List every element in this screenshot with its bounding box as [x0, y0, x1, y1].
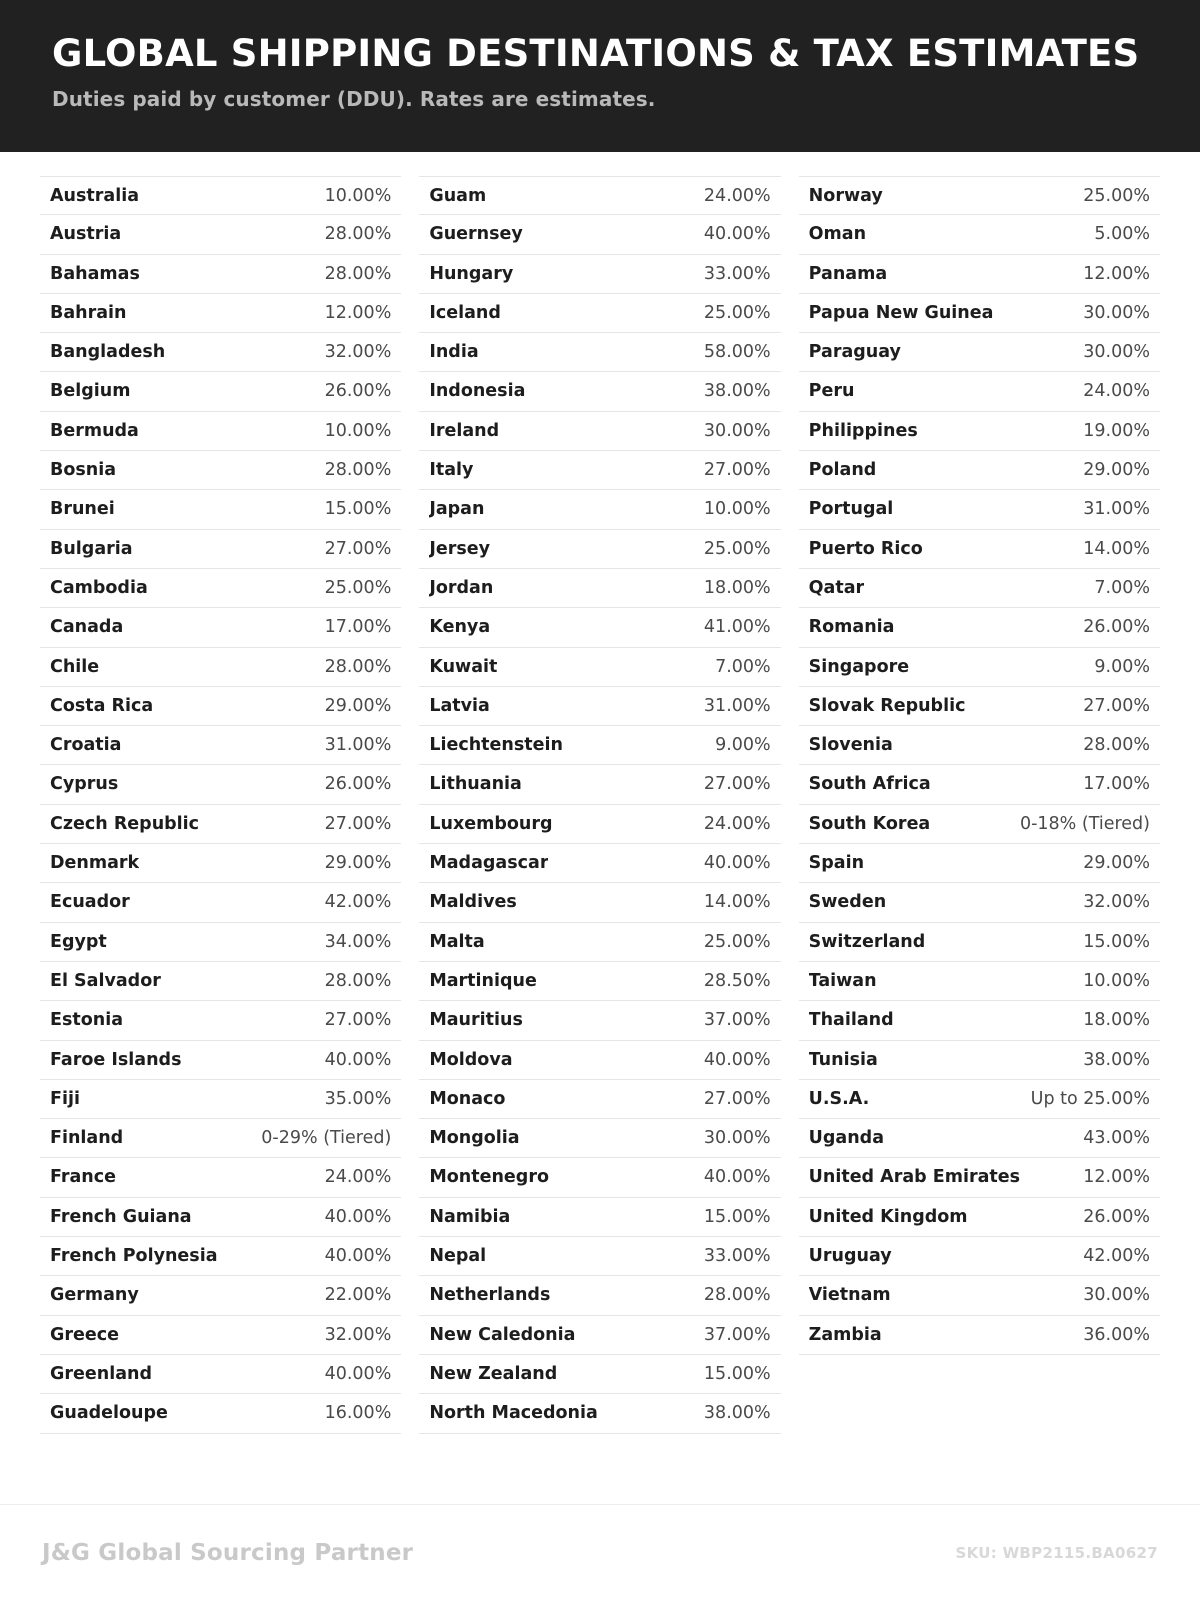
- tax-rate-value: 26.00%: [1083, 617, 1150, 638]
- tax-rate-value: 29.00%: [324, 695, 392, 716]
- tax-rate-value: 15.00%: [703, 1206, 771, 1227]
- tax-rate-value: 24.00%: [703, 813, 771, 834]
- tax-rate-value: 29.00%: [324, 853, 392, 874]
- country-name: Costa Rica: [50, 695, 154, 716]
- country-name: Uruguay: [808, 1246, 892, 1267]
- country-name: Malta: [429, 931, 485, 952]
- table-row: [40, 805, 401, 844]
- tax-rate-value: 31.00%: [703, 695, 771, 716]
- table-row: [40, 333, 401, 372]
- tax-rate-value: 15.00%: [1083, 931, 1150, 952]
- table-row: [419, 1001, 780, 1040]
- table-row: [419, 1041, 780, 1080]
- country-name: Guadeloupe: [50, 1403, 168, 1424]
- country-name: Portugal: [808, 499, 894, 520]
- country-name: Bahamas: [50, 263, 140, 284]
- tax-rate-value: 29.00%: [1083, 460, 1150, 481]
- tax-rate-value: 33.00%: [703, 263, 771, 284]
- tax-rate-value: 38.00%: [703, 381, 771, 402]
- tax-rate-value: 26.00%: [1083, 1206, 1150, 1227]
- tax-rate-value: 12.00%: [1083, 1167, 1150, 1188]
- country-name: Nepal: [429, 1246, 487, 1267]
- table-row: [799, 687, 1160, 726]
- table-row: [419, 1394, 780, 1433]
- country-name: Chile: [50, 656, 100, 677]
- table-row: [40, 883, 401, 922]
- table-row: [419, 962, 780, 1001]
- country-name: United Kingdom: [808, 1206, 968, 1227]
- country-name: Denmark: [50, 853, 140, 874]
- country-name: Indonesia: [429, 381, 526, 402]
- table-row: [40, 844, 401, 883]
- tax-rate-value: 40.00%: [703, 853, 771, 874]
- tax-rate-value: 17.00%: [1083, 774, 1150, 795]
- tax-rate-value: 30.00%: [1083, 1285, 1150, 1306]
- table-row: [419, 1355, 780, 1394]
- country-name: Czech Republic: [50, 813, 200, 834]
- tax-rate-value: 32.00%: [1083, 892, 1150, 913]
- country-name: Moldova: [429, 1049, 513, 1070]
- country-name: New Zealand: [429, 1363, 558, 1384]
- tax-rate-value: 28.00%: [324, 263, 392, 284]
- tax-rate-value: 5.00%: [1094, 224, 1150, 245]
- table-row: [40, 530, 401, 569]
- tax-rate-value: 40.00%: [703, 1049, 771, 1070]
- country-name: Mongolia: [429, 1128, 520, 1149]
- country-name: Slovak Republic: [808, 695, 966, 716]
- table-row: [419, 294, 780, 333]
- tax-rate-value: 30.00%: [1083, 342, 1150, 363]
- tax-rate-value: 25.00%: [703, 538, 771, 559]
- tax-rate-value: 25.00%: [324, 577, 392, 598]
- table-row: [419, 1237, 780, 1276]
- table-row: [40, 569, 401, 608]
- table-row: [40, 1119, 401, 1158]
- country-name: France: [50, 1167, 116, 1188]
- country-name: Iceland: [429, 302, 501, 323]
- tax-rate-value: 12.00%: [324, 302, 392, 323]
- table-row: [419, 490, 780, 529]
- table-row: [419, 176, 780, 215]
- country-name: Fiji: [50, 1088, 80, 1109]
- table-row: [799, 294, 1160, 333]
- page-footer: [0, 1504, 1200, 1600]
- table-row: [419, 372, 780, 411]
- table-row: [40, 1001, 401, 1040]
- table-row: [419, 1080, 780, 1119]
- rates-column-2: [419, 176, 780, 1434]
- tax-rate-value: 38.00%: [1083, 1049, 1150, 1070]
- country-name: Oman: [808, 224, 867, 245]
- tax-rate-value: 27.00%: [703, 460, 771, 481]
- country-name: Papua New Guinea: [808, 302, 994, 323]
- country-name: Cambodia: [50, 577, 148, 598]
- country-name: Sweden: [808, 892, 887, 913]
- table-row: [799, 1276, 1160, 1315]
- country-name: South Korea: [808, 813, 931, 834]
- country-name: New Caledonia: [429, 1324, 576, 1345]
- tax-rate-value: 0-18% (Tiered): [1019, 813, 1150, 834]
- table-row: [40, 255, 401, 294]
- country-name: Germany: [50, 1285, 139, 1306]
- country-name: Qatar: [808, 577, 865, 598]
- table-row: [40, 1198, 401, 1237]
- country-name: Montenegro: [429, 1167, 549, 1188]
- country-name: Bahrain: [50, 302, 127, 323]
- tax-rate-value: 32.00%: [324, 342, 392, 363]
- tax-rate-value: 0-29% (Tiered): [261, 1128, 392, 1149]
- country-name: Zambia: [808, 1324, 882, 1345]
- country-name: Brunei: [50, 499, 115, 520]
- country-name: Uganda: [808, 1128, 884, 1149]
- country-name: Taiwan: [808, 970, 877, 991]
- table-row: [799, 255, 1160, 294]
- table-row: [40, 648, 401, 687]
- country-name: Kenya: [429, 617, 491, 638]
- tax-rate-value: 34.00%: [324, 931, 392, 952]
- table-row: [799, 569, 1160, 608]
- tax-rate-value: 28.00%: [324, 460, 392, 481]
- table-row: [40, 923, 401, 962]
- table-row: [419, 530, 780, 569]
- country-name: Belgium: [50, 381, 131, 402]
- tax-rate-value: 31.00%: [324, 735, 392, 756]
- tax-rate-value: 38.00%: [703, 1403, 771, 1424]
- tax-rate-value: 26.00%: [324, 381, 392, 402]
- country-name: Japan: [429, 499, 485, 520]
- table-row: [40, 608, 401, 647]
- tax-rate-value: 28.50%: [703, 970, 771, 991]
- tax-rate-value: 27.00%: [324, 538, 392, 559]
- country-name: Luxembourg: [429, 813, 553, 834]
- tax-rate-value: 14.00%: [703, 892, 771, 913]
- rates-column-3: [799, 176, 1160, 1355]
- tax-rate-value: 37.00%: [703, 1324, 771, 1345]
- country-name: United Arab Emirates: [808, 1167, 1021, 1188]
- table-row: [419, 1316, 780, 1355]
- footer-brand: J&G Global Sourcing Partner: [42, 1539, 414, 1566]
- table-row: [40, 687, 401, 726]
- table-row: [40, 1276, 401, 1315]
- table-row: [799, 1198, 1160, 1237]
- table-row: [799, 608, 1160, 647]
- tax-rate-value: 9.00%: [1094, 656, 1150, 677]
- country-name: U.S.A.: [808, 1088, 870, 1109]
- table-row: [40, 294, 401, 333]
- tax-rate-value: 22.00%: [324, 1285, 392, 1306]
- tax-rate-value: 27.00%: [324, 1010, 392, 1031]
- country-name: Norway: [808, 186, 883, 206]
- country-name: South Africa: [808, 774, 931, 795]
- tax-rate-value: 25.00%: [703, 931, 771, 952]
- country-name: Faroe Islands: [50, 1049, 182, 1070]
- table-row: [419, 648, 780, 687]
- country-name: Romania: [808, 617, 895, 638]
- country-name: Spain: [808, 853, 865, 874]
- table-row: [419, 765, 780, 804]
- tax-rate-value: 40.00%: [324, 1206, 392, 1227]
- country-name: Netherlands: [429, 1285, 551, 1306]
- tax-rate-value: 30.00%: [703, 420, 771, 441]
- tax-rate-value: 24.00%: [324, 1167, 392, 1188]
- country-name: Bangladesh: [50, 342, 166, 363]
- table-row: [799, 1119, 1160, 1158]
- country-name: Maldives: [429, 892, 517, 913]
- table-row: [799, 490, 1160, 529]
- country-name: Puerto Rico: [808, 538, 923, 559]
- country-name: Panama: [808, 263, 888, 284]
- country-name: Austria: [50, 224, 122, 245]
- table-row: [40, 1394, 401, 1433]
- tax-rate-value: 27.00%: [324, 813, 392, 834]
- table-row: [419, 215, 780, 254]
- table-row: [40, 1316, 401, 1355]
- table-row: [799, 333, 1160, 372]
- tax-rate-value: 40.00%: [703, 1167, 771, 1188]
- country-name: North Macedonia: [429, 1403, 598, 1424]
- table-row: [799, 176, 1160, 215]
- tax-rate-value: 37.00%: [703, 1010, 771, 1031]
- country-name: Ecuador: [50, 892, 130, 913]
- tax-rate-value: Up to 25.00%: [1030, 1088, 1150, 1109]
- table-row: [799, 1001, 1160, 1040]
- country-name: India: [429, 342, 479, 363]
- table-row: [419, 1198, 780, 1237]
- country-name: Poland: [808, 460, 877, 481]
- country-name: Tunisia: [808, 1049, 878, 1070]
- table-row: [40, 1237, 401, 1276]
- tax-rate-value: 27.00%: [703, 1088, 771, 1109]
- country-name: Liechtenstein: [429, 735, 563, 756]
- table-row: [419, 412, 780, 451]
- country-name: Guernsey: [429, 224, 523, 245]
- table-row: [419, 923, 780, 962]
- country-name: Slovenia: [808, 735, 893, 756]
- table-row: [799, 962, 1160, 1001]
- table-row: [799, 765, 1160, 804]
- table-row: [419, 726, 780, 765]
- table-row: [799, 844, 1160, 883]
- tax-rate-value: 26.00%: [324, 774, 392, 795]
- country-name: Australia: [50, 186, 140, 206]
- rates-column-1: [40, 176, 401, 1434]
- tax-rate-value: 28.00%: [324, 224, 392, 245]
- country-name: Latvia: [429, 695, 490, 716]
- table-row: [799, 883, 1160, 922]
- country-name: El Salvador: [50, 970, 161, 991]
- tax-rate-value: 10.00%: [703, 499, 771, 520]
- country-name: Monaco: [429, 1088, 506, 1109]
- country-name: Vietnam: [808, 1285, 891, 1306]
- country-name: Estonia: [50, 1010, 124, 1031]
- tax-rate-value: 7.00%: [1094, 577, 1150, 598]
- tax-rate-value: 24.00%: [703, 186, 771, 206]
- table-row: [799, 530, 1160, 569]
- table-row: [419, 569, 780, 608]
- country-name: Jersey: [429, 538, 491, 559]
- table-row: [40, 372, 401, 411]
- table-row: [40, 412, 401, 451]
- table-row: [799, 1158, 1160, 1197]
- country-name: Ireland: [429, 420, 500, 441]
- country-name: Guam: [429, 186, 487, 206]
- country-name: Jordan: [429, 577, 494, 598]
- tax-rate-value: 28.00%: [324, 656, 392, 677]
- table-row: [40, 1355, 401, 1394]
- table-row: [40, 215, 401, 254]
- country-name: Finland: [50, 1128, 124, 1149]
- tax-rate-value: 40.00%: [324, 1049, 392, 1070]
- table-row: [419, 333, 780, 372]
- table-row: [419, 1276, 780, 1315]
- tax-rate-value: 18.00%: [703, 577, 771, 598]
- tax-rate-value: 40.00%: [324, 1246, 392, 1267]
- country-name: Switzerland: [808, 931, 926, 952]
- country-name: Croatia: [50, 735, 122, 756]
- table-row: [40, 1041, 401, 1080]
- tax-rate-value: 42.00%: [324, 892, 392, 913]
- footer-sku: SKU: WBP2115.BA0627: [955, 1543, 1158, 1562]
- table-row: [40, 1158, 401, 1197]
- table-row: [799, 648, 1160, 687]
- tax-rate-value: 40.00%: [324, 1363, 392, 1384]
- table-row: [419, 805, 780, 844]
- table-row: [419, 883, 780, 922]
- table-row: [799, 215, 1160, 254]
- tax-rate-value: 58.00%: [703, 342, 771, 363]
- tax-rate-value: 28.00%: [1083, 735, 1150, 756]
- tax-rate-value: 27.00%: [1083, 695, 1150, 716]
- table-row: [799, 726, 1160, 765]
- table-row: [799, 1316, 1160, 1355]
- tax-rate-value: 35.00%: [324, 1088, 392, 1109]
- table-row: [40, 176, 401, 215]
- country-name: Madagascar: [429, 853, 549, 874]
- tax-rate-value: 28.00%: [703, 1285, 771, 1306]
- table-row: [799, 412, 1160, 451]
- table-row: [799, 451, 1160, 490]
- country-name: Bulgaria: [50, 538, 133, 559]
- table-row: [799, 372, 1160, 411]
- page-header: [0, 0, 1200, 152]
- rates-columns: [0, 152, 1200, 1434]
- tax-rate-value: 14.00%: [1083, 538, 1150, 559]
- tax-rate-value: 17.00%: [324, 617, 392, 638]
- tax-rate-value: 19.00%: [1083, 420, 1150, 441]
- tax-rate-value: 28.00%: [324, 970, 392, 991]
- country-name: Hungary: [429, 263, 514, 284]
- tax-rate-value: 15.00%: [324, 499, 392, 520]
- country-name: Italy: [429, 460, 474, 481]
- tax-rate-value: 10.00%: [324, 420, 392, 441]
- page-subtitle: Duties paid by customer (DDU). Rates are estimates.: [52, 86, 656, 111]
- country-name: Philippines: [808, 420, 918, 441]
- tax-rate-value: 30.00%: [1083, 302, 1150, 323]
- country-name: Peru: [808, 381, 855, 402]
- table-row: [40, 962, 401, 1001]
- tax-rate-value: 36.00%: [1083, 1324, 1150, 1345]
- tax-rate-value: 32.00%: [324, 1324, 392, 1345]
- table-row: [40, 1080, 401, 1119]
- page-title: GLOBAL SHIPPING DESTINATIONS & TAX ESTIMATES: [52, 32, 1140, 75]
- table-row: [799, 1237, 1160, 1276]
- country-name: Cyprus: [50, 774, 119, 795]
- tax-rate-value: 24.00%: [1083, 381, 1150, 402]
- tax-rate-value: 7.00%: [715, 656, 771, 677]
- country-name: Kuwait: [429, 656, 498, 677]
- table-row: [419, 608, 780, 647]
- tax-rate-value: 15.00%: [703, 1363, 771, 1384]
- country-name: Greenland: [50, 1363, 152, 1384]
- tax-rate-value: 10.00%: [324, 186, 392, 206]
- tax-rate-value: 27.00%: [703, 774, 771, 795]
- tax-rate-value: 43.00%: [1083, 1128, 1150, 1149]
- tax-rate-value: 41.00%: [703, 617, 771, 638]
- table-row: [799, 1080, 1160, 1119]
- table-row: [419, 687, 780, 726]
- country-name: Namibia: [429, 1206, 511, 1227]
- tax-rate-value: 9.00%: [715, 735, 771, 756]
- table-row: [419, 451, 780, 490]
- table-row: [799, 805, 1160, 844]
- tax-rate-value: 10.00%: [1083, 970, 1150, 991]
- table-row: [419, 1158, 780, 1197]
- table-row: [799, 1041, 1160, 1080]
- country-name: Greece: [50, 1324, 119, 1345]
- tax-rate-value: 25.00%: [703, 302, 771, 323]
- table-row: [40, 490, 401, 529]
- country-name: Bermuda: [50, 420, 139, 441]
- country-name: Mauritius: [429, 1010, 523, 1031]
- tax-rate-value: 30.00%: [703, 1128, 771, 1149]
- country-name: Lithuania: [429, 774, 522, 795]
- tax-rate-value: 31.00%: [1083, 499, 1150, 520]
- country-name: Paraguay: [808, 342, 901, 363]
- table-row: [419, 1119, 780, 1158]
- table-row: [419, 255, 780, 294]
- country-name: Canada: [50, 617, 124, 638]
- tax-rate-value: 29.00%: [1083, 853, 1150, 874]
- country-name: Martinique: [429, 970, 537, 991]
- tax-rate-value: 12.00%: [1083, 263, 1150, 284]
- country-name: French Polynesia: [50, 1246, 218, 1267]
- country-name: Singapore: [808, 656, 910, 677]
- tax-rate-value: 33.00%: [703, 1246, 771, 1267]
- tax-rate-value: 25.00%: [1083, 186, 1150, 206]
- table-row: [40, 726, 401, 765]
- tax-rate-value: 16.00%: [324, 1403, 392, 1424]
- table-row: [419, 844, 780, 883]
- table-row: [40, 451, 401, 490]
- country-name: French Guiana: [50, 1206, 192, 1227]
- tax-rate-value: 42.00%: [1083, 1246, 1150, 1267]
- table-row: [799, 923, 1160, 962]
- country-name: Egypt: [50, 931, 107, 952]
- tax-rate-value: 18.00%: [1083, 1010, 1150, 1031]
- country-name: Bosnia: [50, 460, 117, 481]
- table-row: [40, 765, 401, 804]
- country-name: Thailand: [808, 1010, 894, 1031]
- tax-rate-value: 40.00%: [703, 224, 771, 245]
